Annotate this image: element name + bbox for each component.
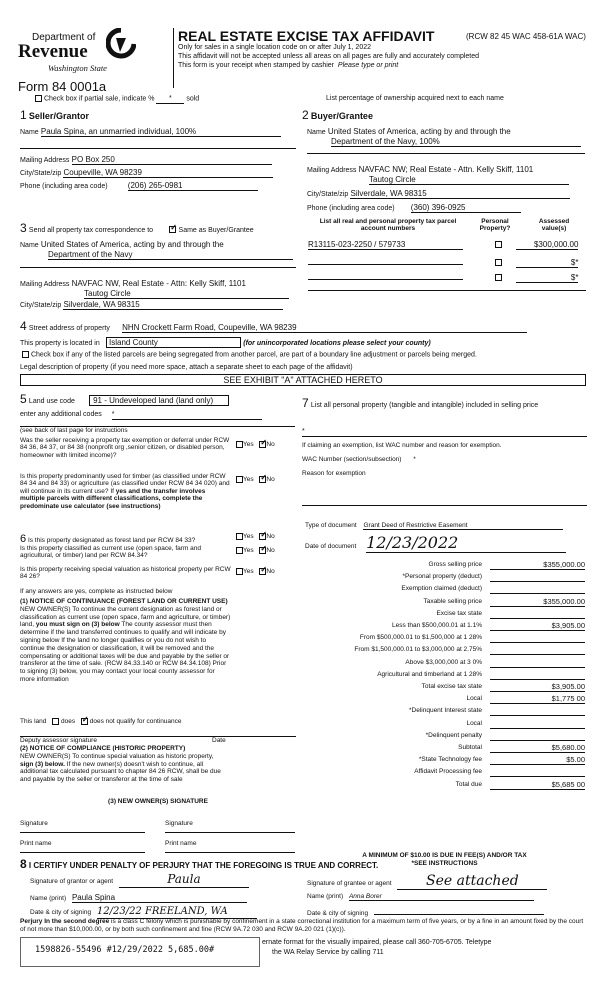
correspondence-heading: 3 Send all property tax correspondence to ✓ Same as Buyer/Grantee <box>20 222 254 236</box>
cashier-stamp-text: 1598826-55496 #12/29/2022 5,685.00# <box>35 945 215 955</box>
tax-row-value[interactable] <box>490 573 585 582</box>
grantor-date[interactable]: 12/23/22 FREELAND, WA <box>97 906 257 919</box>
legal-description[interactable]: SEE EXHIBIT "A" ATTACHED HERETO <box>20 374 586 386</box>
personal-property-checkbox[interactable] <box>495 241 502 248</box>
seller-phone[interactable]: (206) 265-0981 <box>128 181 258 191</box>
parcel-row <box>308 240 586 250</box>
correspondence-city-row: City/State/zip Silverdale, WA 98315 <box>20 300 283 310</box>
forest-q1: 6 Is this property designated as forest land per RCW 84 33? <box>20 533 196 545</box>
tax-row-value[interactable] <box>490 671 585 680</box>
qualify-row: This land does ✓ does not qualify for continuance <box>20 718 182 726</box>
county-select[interactable]: Island County <box>106 337 241 348</box>
ownership-note: List percentage of ownership acquired next to each name <box>326 95 504 102</box>
street-address[interactable]: NHN Crockett Farm Road, Coupeville, WA 98239 <box>122 323 527 333</box>
partial-sale-checkbox[interactable] <box>35 95 42 102</box>
header-note3: This form is your receipt when stamped by cashier Please type or print <box>178 62 399 69</box>
form-number: Form 84 0001a <box>18 79 107 94</box>
reason-label: Reason for exemption <box>302 470 366 477</box>
logo-mark-icon <box>106 28 136 60</box>
grantee-signature[interactable]: See attached <box>397 873 547 890</box>
parcel-row <box>308 271 586 283</box>
correspondence-city[interactable]: Silverdale, WA 98315 <box>63 300 283 310</box>
wac-row: WAC Number (section/subsection) * <box>302 456 416 463</box>
does-not-qualify-checkbox[interactable] <box>81 718 88 725</box>
timber-no-checkbox[interactable] <box>259 476 266 483</box>
forest-q2: Is this property classified as current use (open space, farm and agricultural, or timber) land per RCW 84.34? <box>20 545 202 560</box>
tax-row-label: *State Technology fee <box>418 756 482 764</box>
grantor-name[interactable]: Paula Spina <box>72 893 247 903</box>
exemption-question: Was the seller receiving a property tax exemption or deferral under RCW 84 36, 84 37, or 84 38 (nonprofit org ,senior citizen, or disabled person, homeowner with limited income)? <box>20 437 230 459</box>
cashier-stamp <box>20 937 260 967</box>
tax-row-value[interactable]: $3,905.00 <box>490 683 585 692</box>
revenue-logo <box>18 28 168 80</box>
grantee-name-row: Name (print) Anna Borer <box>307 893 534 901</box>
tax-row-label: *Delinquent penalty <box>425 731 482 739</box>
seller-name[interactable]: Paula Spina, an unmarried individual, 100% <box>41 127 281 137</box>
tax-row-label: *Delinquent Interest state <box>409 707 482 715</box>
buyer-phone[interactable]: (360) 396-0925 <box>411 203 521 213</box>
seller-mailing[interactable]: PO Box 250 <box>72 155 272 165</box>
parcel-number[interactable] <box>308 256 463 265</box>
header-note2: This affidavit will not be accepted unless all areas on all pages are fully and accurately completed <box>178 53 480 60</box>
header-note1: Only for sales in a single location code on or after July 1, 2022 <box>178 44 371 51</box>
personal-value[interactable]: * <box>302 428 305 435</box>
exemption-answer: Yes ✓ No <box>236 441 275 449</box>
tax-row-label: Local <box>466 695 482 703</box>
assessor-signature-label: Deputy assessor signature <box>20 737 97 744</box>
parcels-header-2: Personal Property? <box>479 218 511 233</box>
doc-date-row: Date of document 12/23/2022 <box>305 534 566 553</box>
correspondence-name2[interactable]: Department of the Navy <box>48 250 293 260</box>
same-as-buyer-checkbox[interactable] <box>169 226 176 233</box>
grantor-date-row: Date & city of signing 12/23/22 FREELAND, WA <box>30 906 257 919</box>
grantee-date[interactable] <box>374 906 544 915</box>
tax-row-label: Less than $500,000.01 at 1.1% <box>392 622 482 629</box>
buyer-mailing1[interactable]: NAVFAC NW; Real Estate - Attn. Kelly Skiff, 1101 <box>358 165 534 174</box>
tax-row-value[interactable] <box>490 646 585 655</box>
grantee-name[interactable]: Anna Borer <box>349 893 534 901</box>
seller-phone-row: Phone (including area code) (206) 265-0981 <box>20 181 258 191</box>
tax-row-value[interactable] <box>490 610 585 619</box>
forest-q2-answer: Yes ✓ No <box>236 547 275 555</box>
alt-format-line1: ernate format for the visually impaired, please call 360-705-6705. Teletype <box>262 939 492 946</box>
if-yes-note: If any answers are yes, complete as instructed below <box>20 588 173 595</box>
correspondence-mailing2[interactable]: Tautog Circle <box>84 289 289 299</box>
notice-continuance: (1) NOTICE OF CONTINUANCE (FOREST LAND OR CURRENT USE) NEW OWNER(S) To continue the current designation as forest land or classification as current use (open space, farm and agriculture, or timber) land, you must sign on (3) below The county assessor must then determine if the land transferred continues to qualify and will indicate by signing below If the land no longer qualifies or you do not wish to continue the designation or classification, it will be removed and the compensating or additional taxes will be due and payable by the seller or transferor at the time of sale. (RCW 84.33.140 or RCW 84.34.108) Prior to signing (3) below, you may contact your local county assessor for more information <box>20 598 231 683</box>
owner-signature-label: Signature <box>20 820 48 827</box>
tax-row-label: *Personal property (deduct) <box>402 573 482 581</box>
forest-q1-answer: Yes ✓ No <box>236 533 275 541</box>
tax-row-label: From $500,000.01 to $1,500,000 at 1 28% <box>359 634 482 642</box>
current-use-yes-checkbox[interactable] <box>236 547 243 554</box>
exemption-no-checkbox[interactable] <box>259 441 266 448</box>
grantee-date-row: Date & city of signing <box>307 906 544 917</box>
buyer-name-row: Name United States of America, acting by and through the Department of the Navy, 100% <box>307 127 587 147</box>
current-use-no-checkbox[interactable] <box>259 547 266 554</box>
correspondence-mailing-row: Mailing Address NAVFAC NW, Real Estate - Attn: Kelly Skiff, 1101 Tautog Circle <box>20 279 305 299</box>
buyer-phone-row: Phone (including area code) (360) 396-0925 <box>307 203 521 213</box>
doc-date[interactable]: 12/23/2022 <box>366 534 566 553</box>
form-title-ref: (RCW 82 45 WAC 458-61A WAC) <box>466 32 586 41</box>
personal-property-checkbox[interactable] <box>495 259 502 266</box>
assessed-value[interactable]: $* <box>516 258 578 268</box>
parcels-header-1: List all real and personal property tax parcel account numbers <box>319 218 457 233</box>
buyer-city[interactable]: Silverdale, WA 98315 <box>350 189 570 199</box>
notice-compliance: (2) NOTICE OF COMPLIANCE (HISTORIC PROPERTY) NEW OWNER(S) To continue special valuation as historic property, sign (3) below. If the new owner(s) doesn't wish to continue, all additional tax calculated pursuant to chapter 84 26 RCW, shall be due and payable by the seller or transferor at the time of sale <box>20 745 221 784</box>
land-use-select[interactable]: 91 - Undeveloped land (land only) <box>89 395 229 406</box>
tax-row-label: Total excise tax state <box>421 683 482 690</box>
seller-city[interactable]: Coupeville, WA 98239 <box>63 168 273 178</box>
buyer-heading: 2 Buyer/Grantee <box>302 108 373 122</box>
grantee-signature-row: Signature of grantee or agent See attached <box>307 873 547 890</box>
legal-label: Legal description of property (if you need more space, attach a separate sheet to each page of the affidavit) <box>20 364 353 371</box>
land-use-row: 5 Land use code 91 - Undeveloped land (land only) <box>20 393 229 407</box>
seller-mailing-row: Mailing Address PO Box 250 <box>20 155 272 165</box>
street-row: 4 Street address of property NHN Crockett Farm Road, Coupeville, WA 98239 <box>20 320 580 334</box>
tax-row-value[interactable] <box>490 659 585 668</box>
tax-row-value[interactable]: $5,685 00 <box>490 781 585 790</box>
buyer-name1[interactable]: United States of America, acting by and through the <box>327 127 511 136</box>
see-back-note: (see back of last page for instructions <box>20 427 128 434</box>
parcel-number[interactable]: R13115-023-2250 / 579733 <box>308 240 463 250</box>
timber-answer: Yes ✓ No <box>236 476 275 484</box>
tax-row-label: From $1,500,000.01 to $3,000,000 at 2.75% <box>354 646 482 654</box>
tax-row-label: Taxable selling price <box>423 597 482 605</box>
tax-row-value[interactable] <box>490 732 585 741</box>
segregated-row: Check box if any of the listed parcels are being segregated from another parcel, are part of a boundary line adjustment or parcels being merged. <box>22 351 592 359</box>
tax-row-label: Total due <box>455 780 482 788</box>
tax-row-value[interactable] <box>490 707 585 716</box>
exemption-yes-checkbox[interactable] <box>236 441 243 448</box>
exempt-label: If claiming an exemption, list WAC number and reason for exemption. <box>302 442 502 449</box>
segregated-checkbox[interactable] <box>22 351 29 358</box>
buyer-name2[interactable]: Department of the Navy, 100% <box>331 137 581 147</box>
tax-row-label: Agricultural and timberland at 1 28% <box>377 670 482 678</box>
owner-print-label: Print name <box>165 840 197 847</box>
forest-q3-answer: Yes ✓ No <box>236 568 275 576</box>
correspondence-name1[interactable]: United States of America, acting by and through the <box>40 240 224 249</box>
seller-name-row: Name Paula Spina, an unmarried individual, 100% <box>20 127 295 137</box>
tax-row-label: Gross selling price <box>428 561 482 568</box>
see-instructions-note: *SEE INSTRUCTIONS <box>411 860 478 867</box>
tax-row-value[interactable]: $3,905.00 <box>490 622 585 631</box>
seller-city-row: City/State/zip Coupeville, WA 98239 <box>20 168 273 178</box>
tax-row-label: Above $3,000,000 at 3 0% <box>405 658 482 666</box>
buyer-mailing2[interactable]: Tautog Circle <box>369 175 569 185</box>
tax-row-value[interactable]: $5.00 <box>490 756 585 765</box>
perjury-notice: Perjury In the second degree is a class C felony which is punishable by confinement in a state correctional institution for a maximum term of five years, or by a fine in an amount fixed by the court of not more than $10,000.00, or by both such confinement and fine (RCW 9A.72 030 and RCW 9A.20 021 (1)(c)). <box>20 918 584 933</box>
grantor-signature-row: Signature of grantor or agent Paula <box>30 873 249 888</box>
certify-heading: 8 I CERTIFY UNDER PENALTY OF PERJURY THAT THE FOREGOING IS TRUE AND CORRECT. <box>20 857 379 871</box>
tax-row-label: Affidavit Processing fee <box>414 768 482 776</box>
wac-value[interactable]: * <box>413 456 416 463</box>
alt-format-line2: the WA Relay Service by calling 711 <box>272 949 384 956</box>
tax-row-value[interactable] <box>490 585 585 594</box>
assessor-date-label: Date <box>212 737 226 744</box>
owner-print-label: Print name <box>20 840 52 847</box>
form-title: REAL ESTATE EXCISE TAX AFFIDAVIT <box>178 28 435 44</box>
minimum-note: A MINIMUM OF $10.00 IS DUE IN FEE(S) AND/OR TAX <box>362 852 527 859</box>
parcel-number[interactable] <box>308 271 463 280</box>
additional-codes[interactable]: * <box>112 411 262 420</box>
parcels-header-3: Assessed value(s) <box>538 218 570 233</box>
additional-codes-row: enter any additional codes * <box>20 411 262 420</box>
tax-row-value[interactable]: $355,000.00 <box>490 561 585 570</box>
partial-sale-value[interactable]: * <box>156 95 184 104</box>
dept-line1: Department of <box>32 32 96 43</box>
tax-row-value[interactable]: $355,000.00 <box>490 598 585 607</box>
owner-signature-label: Signature <box>165 820 193 827</box>
buyer-mailing-row: Mailing Address NAVFAC NW; Real Estate - Attn. Kelly Skiff, 1101 Tautog Circle <box>307 165 592 185</box>
forest-no-checkbox[interactable] <box>259 533 266 540</box>
assessed-value[interactable]: $* <box>516 273 578 283</box>
dept-line2: Revenue <box>18 41 88 62</box>
partial-sale-row: Check box if partial sale, indicate % * sold <box>35 95 199 104</box>
parcel-row <box>308 256 586 268</box>
forest-q3: Is this property receiving special valuation as historical property per RCW 84 26? <box>20 566 231 581</box>
tax-row-value[interactable]: $5,680.00 <box>490 744 585 753</box>
grantor-name-row: Name (print) Paula Spina <box>30 893 247 903</box>
historic-no-checkbox[interactable] <box>259 568 266 575</box>
personal-heading: 7 List all personal property (tangible and intangible) included in selling price <box>302 396 539 410</box>
doc-type[interactable]: Grant Deed of Restrictive Easement <box>363 522 563 530</box>
new-owner-signature-heading: (3) NEW OWNER(S) SIGNATURE <box>108 798 208 805</box>
dept-line3: Washington State <box>48 63 107 73</box>
personal-property-checkbox[interactable] <box>495 274 502 281</box>
timber-yes-checkbox[interactable] <box>236 476 243 483</box>
does-qualify-checkbox[interactable] <box>52 718 59 725</box>
forest-yes-checkbox[interactable] <box>236 533 243 540</box>
tax-row-label: Exemption claimed (deduct) <box>401 585 482 593</box>
tax-row-label: Local <box>466 719 482 727</box>
buyer-city-row: City/State/zip Silverdale, WA 98315 <box>307 189 570 199</box>
seller-heading: 1 Seller/Grantor <box>20 108 89 122</box>
tax-row-value[interactable] <box>490 634 585 643</box>
correspondence-mailing1[interactable]: NAVFAC NW, Real Estate - Attn: Kelly Skiff, 1101 <box>71 279 246 288</box>
tax-row-label: Subtotal <box>458 744 482 751</box>
tax-row-value[interactable]: $1,775 00 <box>490 695 585 704</box>
tax-row-label: Excise tax state <box>436 609 482 617</box>
correspondence-name-row: Name United States of America, acting by and through the Department of the Navy <box>20 240 300 260</box>
assessed-value[interactable]: $300,000.00 <box>516 240 578 250</box>
tax-row-value[interactable] <box>490 720 585 729</box>
timber-question: Is this property predominantly used for timber (as classified under RCW 84 34 and 84 33) or agriculture (as classified under RCW 84 34 020) and will continue in its current use? If yes and the transfer involves multiple parcels with different classifications, complete the predominate use calculator (see instructions) <box>20 473 230 510</box>
grantor-signature[interactable]: Paula <box>119 873 249 888</box>
located-row: This property is located in Island County (for unincorporated locations please select your county) <box>20 338 431 347</box>
historic-yes-checkbox[interactable] <box>236 568 243 575</box>
doc-type-row: Type of document Grant Deed of Restrictive Easement <box>305 522 563 530</box>
tax-row-value[interactable] <box>490 768 585 777</box>
